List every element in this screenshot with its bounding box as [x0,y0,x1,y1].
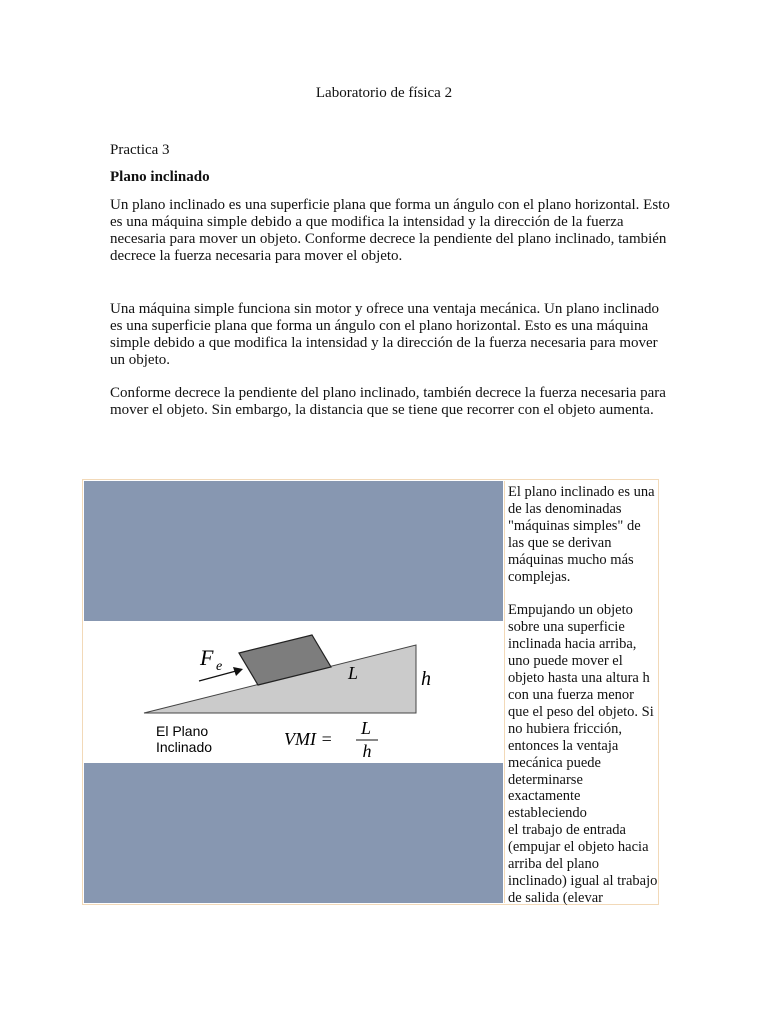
formula-numerator: L [360,718,372,738]
figure-panel [84,621,503,763]
side-paragraph-3: el trabajo de entrada (empujar el objeto hacia arriba del plano inclinado) igual al trabajo de salida (elevar [508,822,658,906]
practice-number: Practica 3 [110,142,170,158]
formula-denominator: h [362,741,372,761]
paragraph-simple-machine: Una máquina simple funciona sin motor y ofrece una ventaja mecánica. Un plano inclinado es una superficie plana que forma un ángulo con el plano horizontal. Esto es una máquina simple debido a que modifica la intensidad y la dirección de la fuerza necesaria para mover un objeto. [110,301,659,368]
force-arrowhead [233,667,243,676]
length-label: L [348,663,359,683]
paragraph-intro: Un plano inclinado es una superficie plana que forma un ángulo con el plano horizontal. Esto es una máquina simple debido a que modifica la intensidad y la dirección de la fuerza necesaria para mover un objeto. Conforme decrece la pendiente del plano inclinado, también decrece la fuerza necesaria para mover el objeto. [110,197,670,264]
figure-table [82,479,659,905]
side-text-cell [508,484,658,907]
height-label: h [421,668,431,690]
section-heading: Plano inclinado [110,169,210,185]
force-subscript: e [216,659,223,674]
force-label: F [200,645,214,670]
caption-line1: El Plano [156,723,209,739]
inclined-plane-diagram [84,621,503,763]
inclined-plane-figure [84,481,503,903]
side-paragraph-2: Empujando un objeto sobre una superficie inclinada hacia arriba, uno puede mover el objeto hasta una altura h con una fuerza menor que el peso del objeto. Si no hubiera fricción, entonces la ventaja mecánica puede determinarse exactamente estableciendo [508,602,654,822]
paragraph-slope: Conforme decrece la pendiente del plano inclinado, también decrece la fuerza necesaria para mover el objeto. Sin embargo, la distancia que se tiene que recorrer con el objeto aumenta. [110,385,666,418]
side-paragraph-1: El plano inclinado es una de las denominadas "máquinas simples" de las que se derivan máquinas mucho más complejas. [508,484,655,585]
caption-line2: Inclinado [156,739,213,755]
formula-lhs: VMI = [284,729,333,749]
cell-divider [504,481,505,903]
document-title: Laboratorio de física 2 [315,85,453,101]
